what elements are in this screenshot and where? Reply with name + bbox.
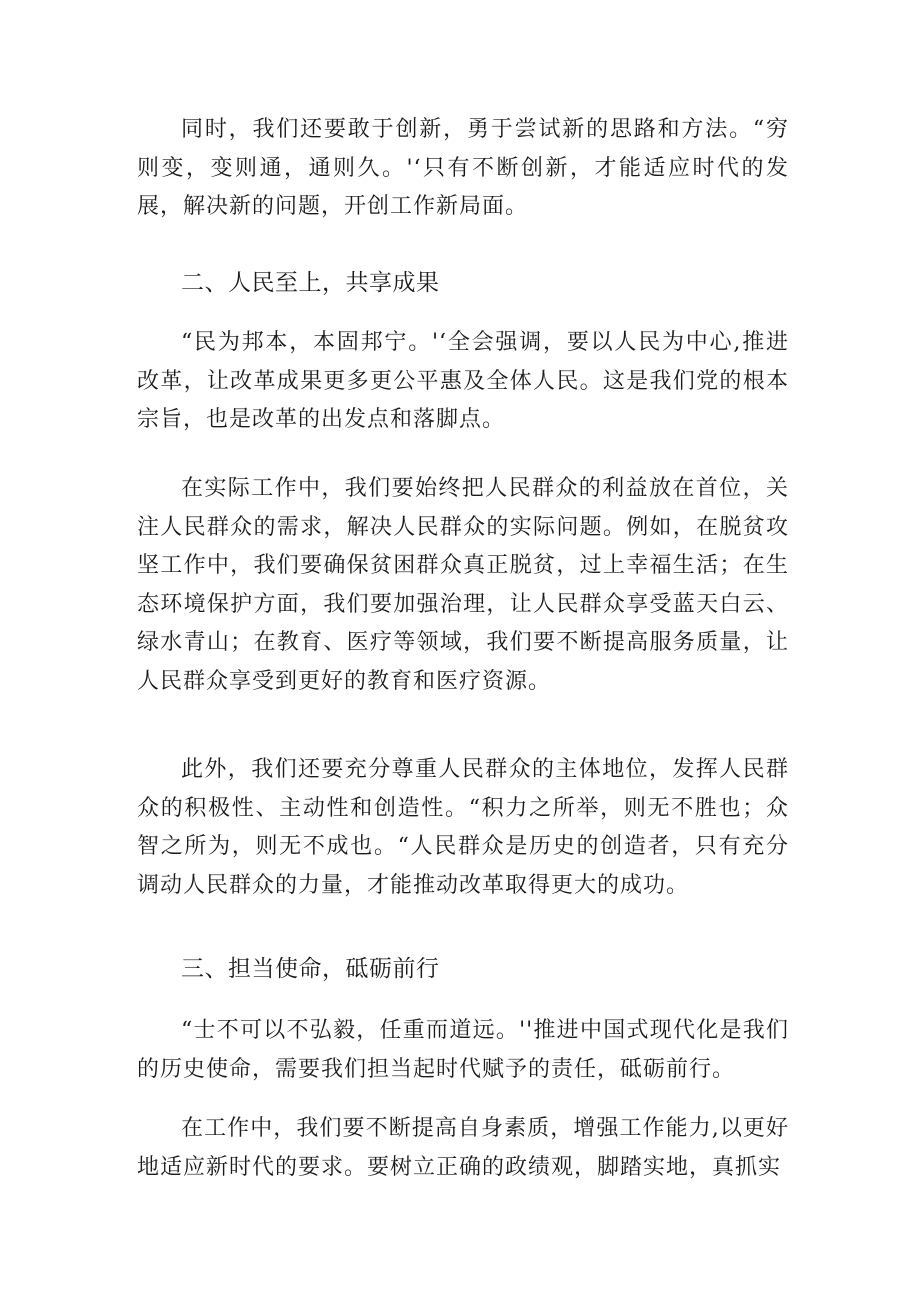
paragraph-historic-mission: “士不可以不弘毅，任重而道远。''推进中国式现代化是我们的历史使命，需要我们担当起时代赋予的责任，砥砺前行。 (137, 1018, 789, 1082)
section-heading-people-first: 二、人民至上，共享成果 (181, 270, 440, 296)
paragraph-people-foundation: “民为邦本，本固邦宁。'‘全会强调，要以人民为中心,推进改革，让改革成果更多更公平惠及全体人民。这是我们党的根本宗旨，也是改革的出发点和落脚点。 (137, 330, 789, 432)
section-heading-mission: 三、担当使命，砥砺前行 (181, 956, 440, 982)
paragraph-self-improvement: 在工作中，我们要不断提高自身素质，增强工作能力,以更好地适应新时代的要求。要树立正确的政绩观，脚踏实地，真抓实 (137, 1116, 789, 1180)
paragraph-innovation: 同时，我们还要敢于创新，勇于尝试新的思路和方法。“穷则变，变则通，通则久。'‘只有不断创新，才能适应时代的发展，解决新的问题，开创工作新局面。 (137, 117, 789, 219)
paragraph-respect-people: 此外，我们还要充分尊重人民群众的主体地位，发挥人民群众的积极性、主动性和创造性。“积力之所举，则无不胜也；众智之所为，则无不成也。“人民群众是历史的创造者，只有充分调动人民群众的力量，才能推动改革取得更大的成功。 (137, 757, 789, 898)
paragraph-practical-work: 在实际工作中，我们要始终把人民群众的利益放在首位，关注人民群众的需求，解决人民群众的实际问题。例如，在脱贫攻坚工作中，我们要确保贫困群众真正脱贫，过上幸福生活；在生态环境保护方面，我们要加强治理，让人民群众享受蓝天白云、绿水青山；在教育、医疗等领域，我们要不断提高服务质量，让人民群众享受到更好的教育和医疗资源。 (137, 476, 789, 694)
